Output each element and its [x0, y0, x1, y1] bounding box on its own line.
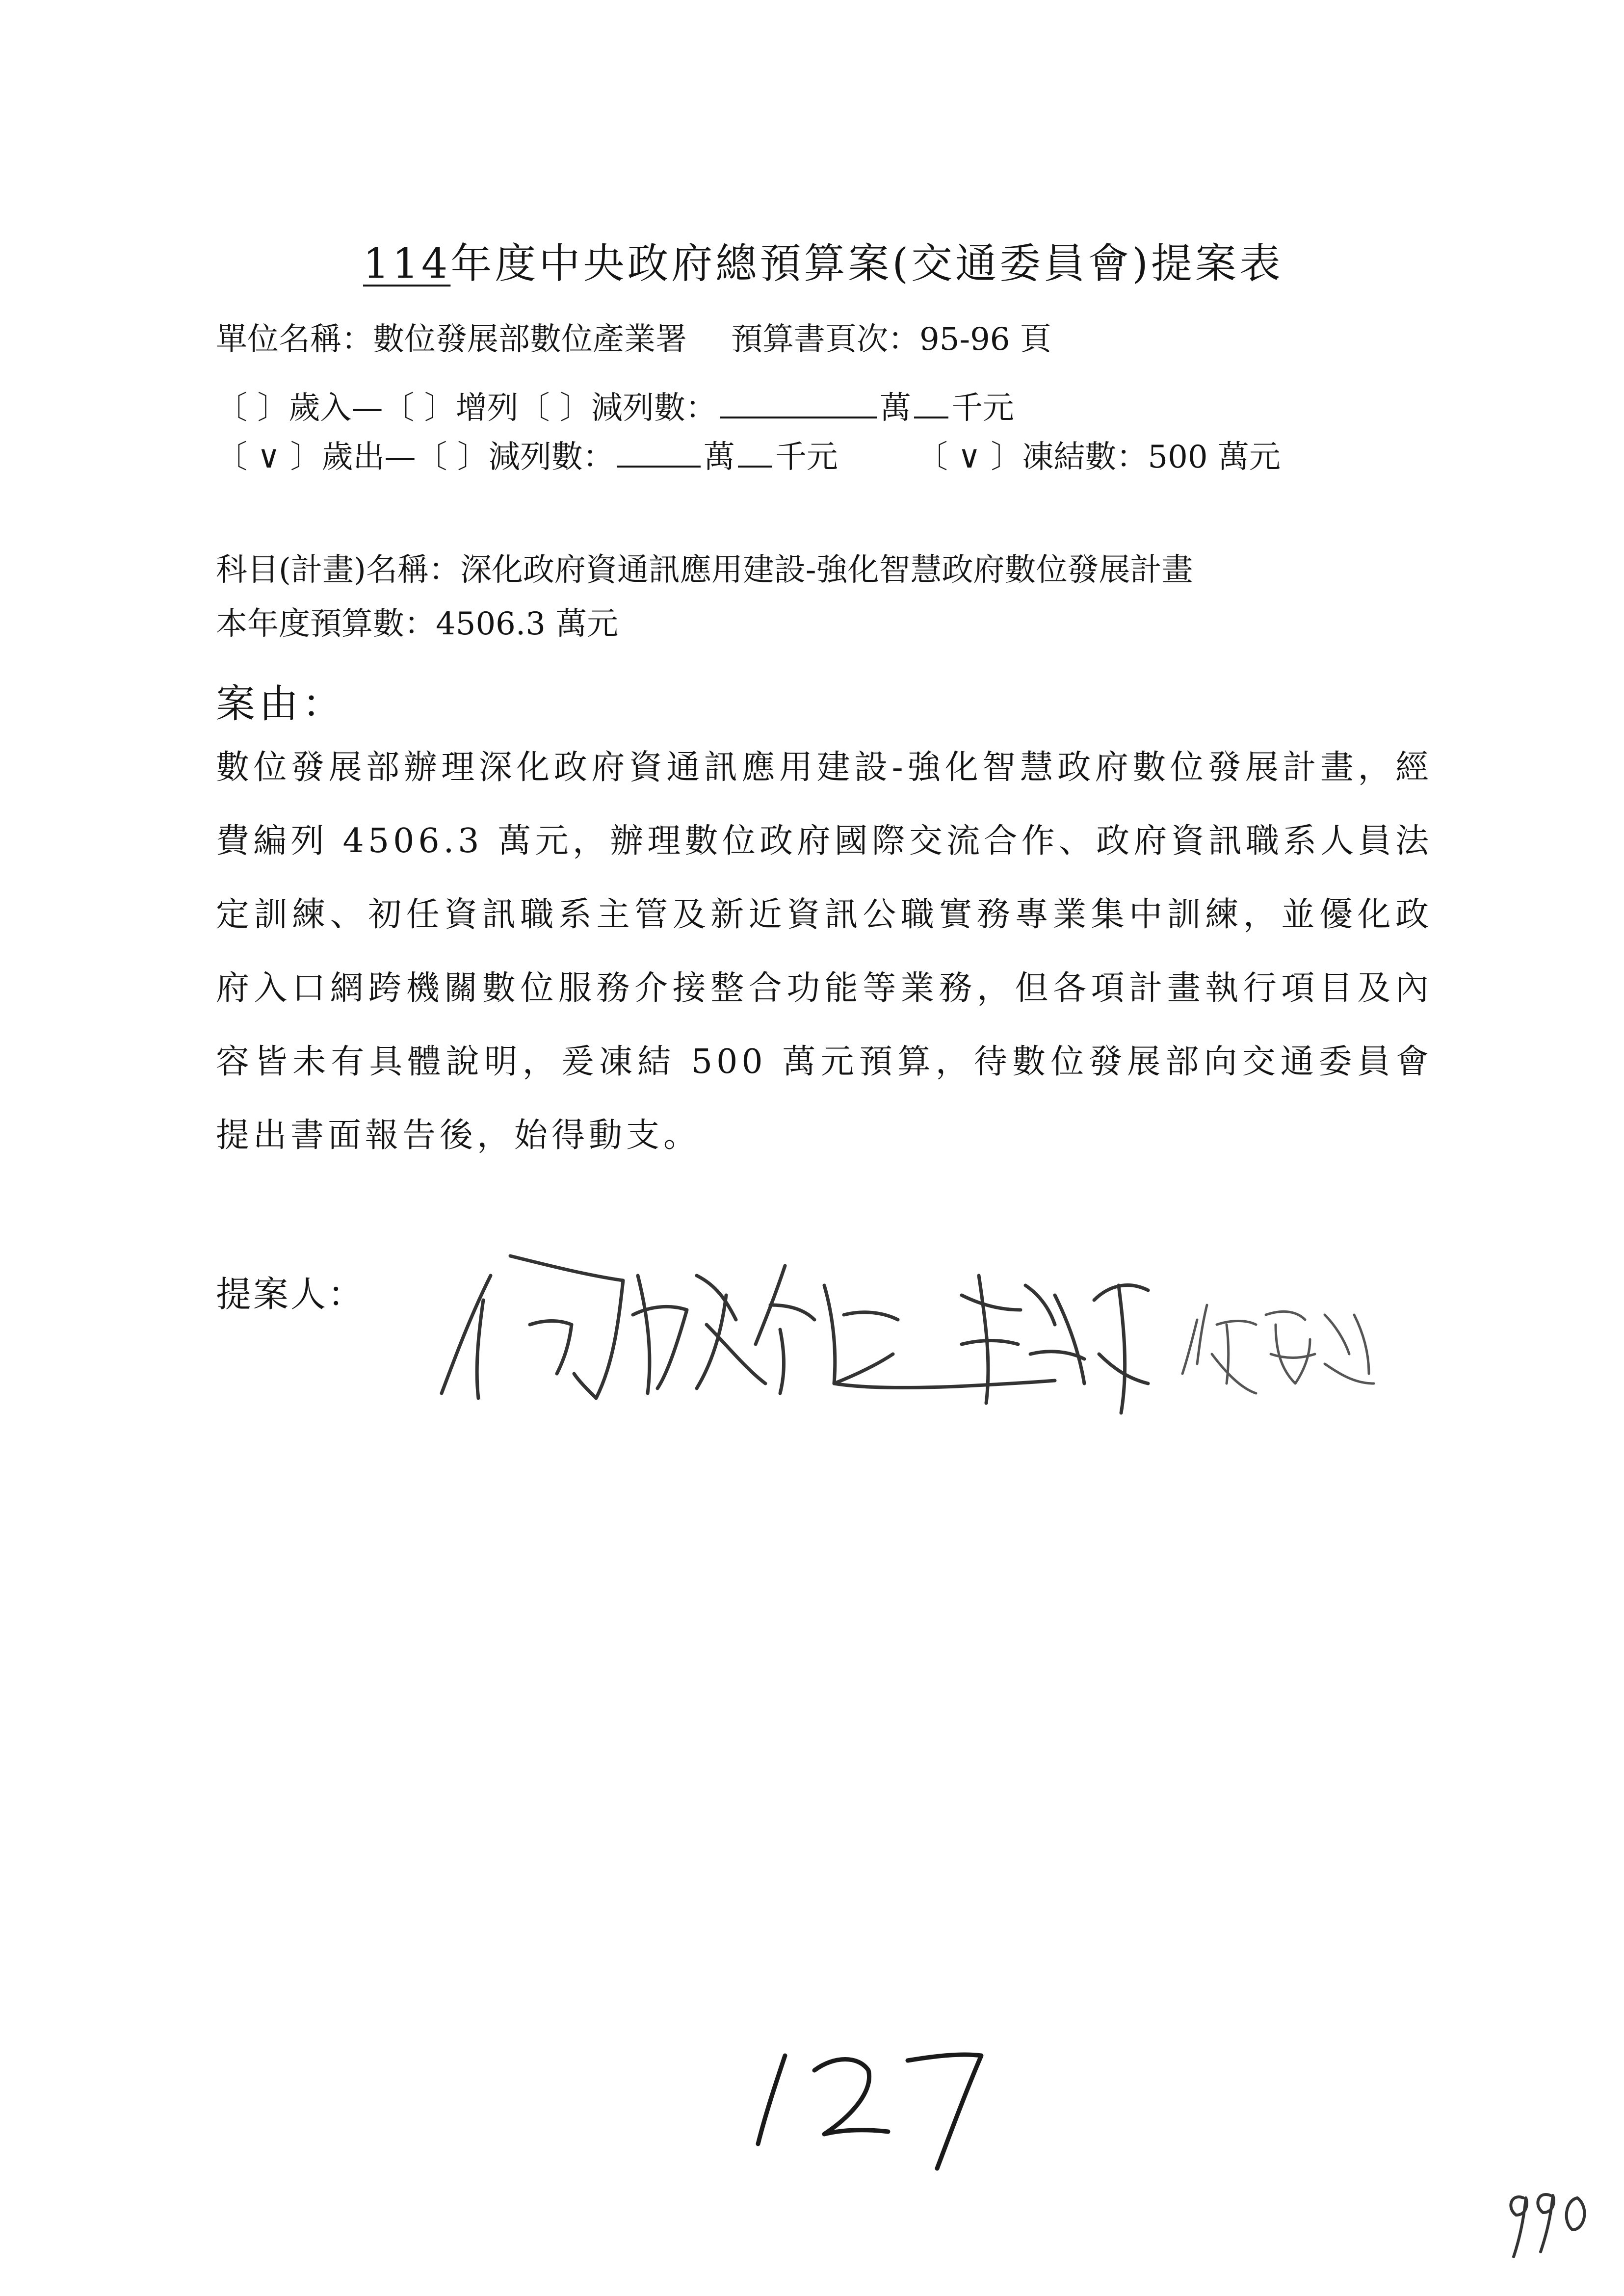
signature-2 — [962, 1276, 1148, 1413]
page-label: 預算書頁次： — [731, 321, 919, 358]
budget-line — [216, 599, 618, 644]
revenue-wan-blank — [720, 390, 877, 418]
expense-qian: 千元 — [775, 439, 838, 475]
document-title — [363, 231, 1283, 290]
handwritten-corner-number — [1511, 2194, 1584, 2257]
unit-line — [216, 314, 1051, 359]
reason-text: 數位發展部辦理深化政府資通訊應用建設-強化智慧政府數位發展計畫，經費編列 4506.3 萬元，辦理數位政府國際交流合作、政府資訊職系人員法定訓練、初任資訊職系主管及新近資訊公職實務專業集中訓練，並優化政府入口網跨機關數位服務介接整合功能等業務，但各項計畫執行項目及內容皆未有具體說明，爰凍結 500 萬元預算，待數位發展部向交通委員會提出書面報告後，始得動支。 — [216, 748, 1433, 1155]
signature-1 — [442, 1256, 1055, 1398]
signature-3 — [1182, 1305, 1374, 1393]
title-text: 年度中央政府總預算案(交通委員會)提案表 — [450, 239, 1283, 287]
expense-line — [216, 432, 1281, 477]
unit-label: 單位名稱： — [216, 321, 373, 358]
freeze-value: 500 萬元 — [1148, 439, 1281, 475]
revenue-prefix: 〔 〕歲入—〔 〕增列〔 〕減列數： — [216, 390, 717, 426]
expense-qian-blank — [738, 439, 772, 468]
revenue-qian: 千元 — [951, 390, 1015, 426]
handwritten-page-number — [758, 2055, 981, 2168]
budget-label: 本年度預算數： — [216, 606, 436, 642]
unit-value: 數位發展部數位產業署 — [373, 321, 687, 358]
expense-prefix: 〔 ∨ 〕歲出—〔 〕減列數： — [216, 439, 614, 475]
freeze-label: 〔 ∨ 〕凍結數： — [916, 439, 1148, 475]
revenue-qian-blank — [914, 390, 948, 418]
reason-label: 案由： — [216, 681, 345, 727]
revenue-wan: 萬 — [880, 390, 912, 426]
budget-value: 4506.3 萬元 — [436, 606, 619, 642]
subject-value: 深化政府資通訊應用建設-強化智慧政府數位發展計畫 — [460, 552, 1193, 588]
subject-label: 科目(計畫)名稱： — [216, 552, 460, 588]
subject-line — [216, 545, 1193, 590]
proposer-label: 提案人： — [216, 1274, 366, 1315]
expense-wan: 萬 — [703, 439, 735, 475]
page-value: 95-96 頁 — [919, 321, 1051, 358]
expense-wan-blank — [617, 439, 701, 468]
title-year: 114 — [363, 239, 451, 287]
revenue-line — [216, 383, 1014, 428]
